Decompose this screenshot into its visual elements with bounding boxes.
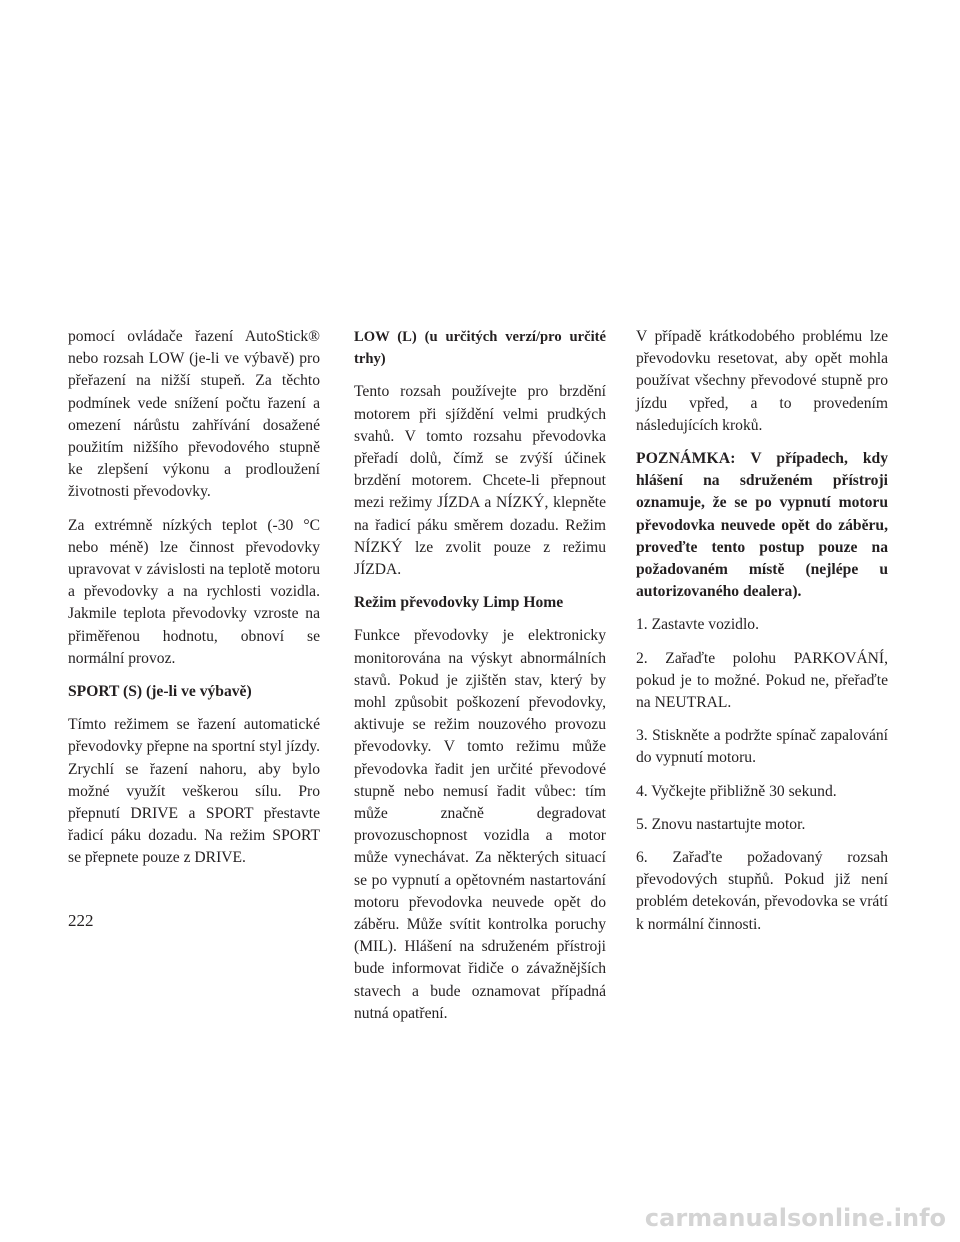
note-text: V případech, kdy hlášení na sdruženém přístroji oznamuje, že se po vypnutí motoru převodovka neuvede opět do záběru, proveďte tento postup pouze na požadovaném místě (nejlépe u autorizovaného dealera). (636, 450, 888, 601)
text-column-right (636, 326, 888, 947)
watermark-logo: carmanualsonline.info (644, 1204, 946, 1232)
text-column-middle (354, 326, 606, 1036)
step-item: 6. Zařaďte požadovaný rozsah převodových stupňů. Pokud již není problém detekován, převodovka se vrátí k normální činnosti. (636, 849, 888, 933)
text-column-left (68, 326, 320, 881)
step-item: 1. Zastavte vozidlo. (636, 616, 759, 634)
step-item: 4. Vyčkejte přibližně 30 sekund. (636, 782, 837, 800)
note-block (636, 448, 888, 603)
paragraph-reset: V případě krátkodobého problému lze převodovku resetovat, aby opět mohla používat všechny převodové stupně pro jízdu vpřed, a to provedením následujících kroků. (636, 328, 888, 434)
heading-sport: SPORT (S) (je-li ve výbavě) (68, 683, 252, 701)
paragraph-limp-home: Funkce převodovky je elektronicky monitorována na výskyt abnormálních stavů. Pokud je zjištěn stav, který by mohl způsobit poškození převodovky, aktivuje se režim nouzového provozu převodovky. V tomto režimu může převodovka řadit jen určité převodové stupně nebo nemusí řadit vůbec: tím může značně degradovat provozuschopnost vozidla a motor může vynechávat. Za některých situací se po vypnutí a opětovném nastartování motoru převodovka neuvede opět do záběru. Může svítit kontrolka poruchy (MIL). Hlášení na sdruženém přístroji bude informovat řidiče o závažnějších stavech a bude oznamovat případná nutná opatření. (354, 627, 606, 1022)
page-number: 222 (68, 911, 94, 930)
step-item: 2. Zařaďte polohu PARKOVÁNÍ, pokud je to možné. Pokud ne, přeřaďte na NEUTRAL. (636, 649, 888, 712)
heading-limp-home: Režim převodovky Limp Home (354, 594, 564, 612)
heading-low: LOW (L) (u určitých verzí/pro určité trhy) (354, 329, 606, 368)
paragraph-autostick: pomocí ovládače řazení AutoStick® nebo rozsah LOW (je-li ve výbavě) pro přeřazení na nižší stupeň. Za těchto podmínek vede snížení počtu řazení a omezení nárůstu zahřívání dosažené použitím nižšího převodového stupně ke zlepšení výkonu a prodloužení životnosti převodovky. (68, 328, 320, 501)
step-item: 3. Stiskněte a podržte spínač zapalování do vypnutí motoru. (636, 727, 888, 767)
paragraph-low-temperature: Za extrémně nízkých teplot (-30 °C nebo méně) lze činnost převodovky upravovat v závislosti na teplotě motoru a převodovky a na rychlosti vozidla. Jakmile teplota převodovky vzroste na přiměřenou hodnotu, obnoví se normální provoz. (68, 516, 320, 667)
note-label: POZNÁMKA: (636, 450, 736, 468)
paragraph-low: Tento rozsah používejte pro brzdění motorem při sjíždění velmi prudkých svahů. V tomto rozsahu převodovka přeřadí dolů, čímž se zvýší účinek brzdění motorem. Chcete-li přepnout mezi režimy JÍZDA a NÍZKÝ, klepněte na řadicí páku směrem dozadu. Režim NÍZKÝ lze zvolit pouze z režimu JÍZDA. (354, 383, 606, 579)
paragraph-sport: Tímto režimem se řazení automatické převodovky přepne na sportní styl jízdy. Zrychlí se řazení nahoru, aby bylo možné využít veškerou sílu. Pro přepnutí DRIVE a SPORT přestavte řadicí páku dozadu. Na režim SPORT se přepnete pouze z DRIVE. (68, 716, 320, 867)
step-item: 5. Znovu nastartujte motor. (636, 815, 806, 833)
